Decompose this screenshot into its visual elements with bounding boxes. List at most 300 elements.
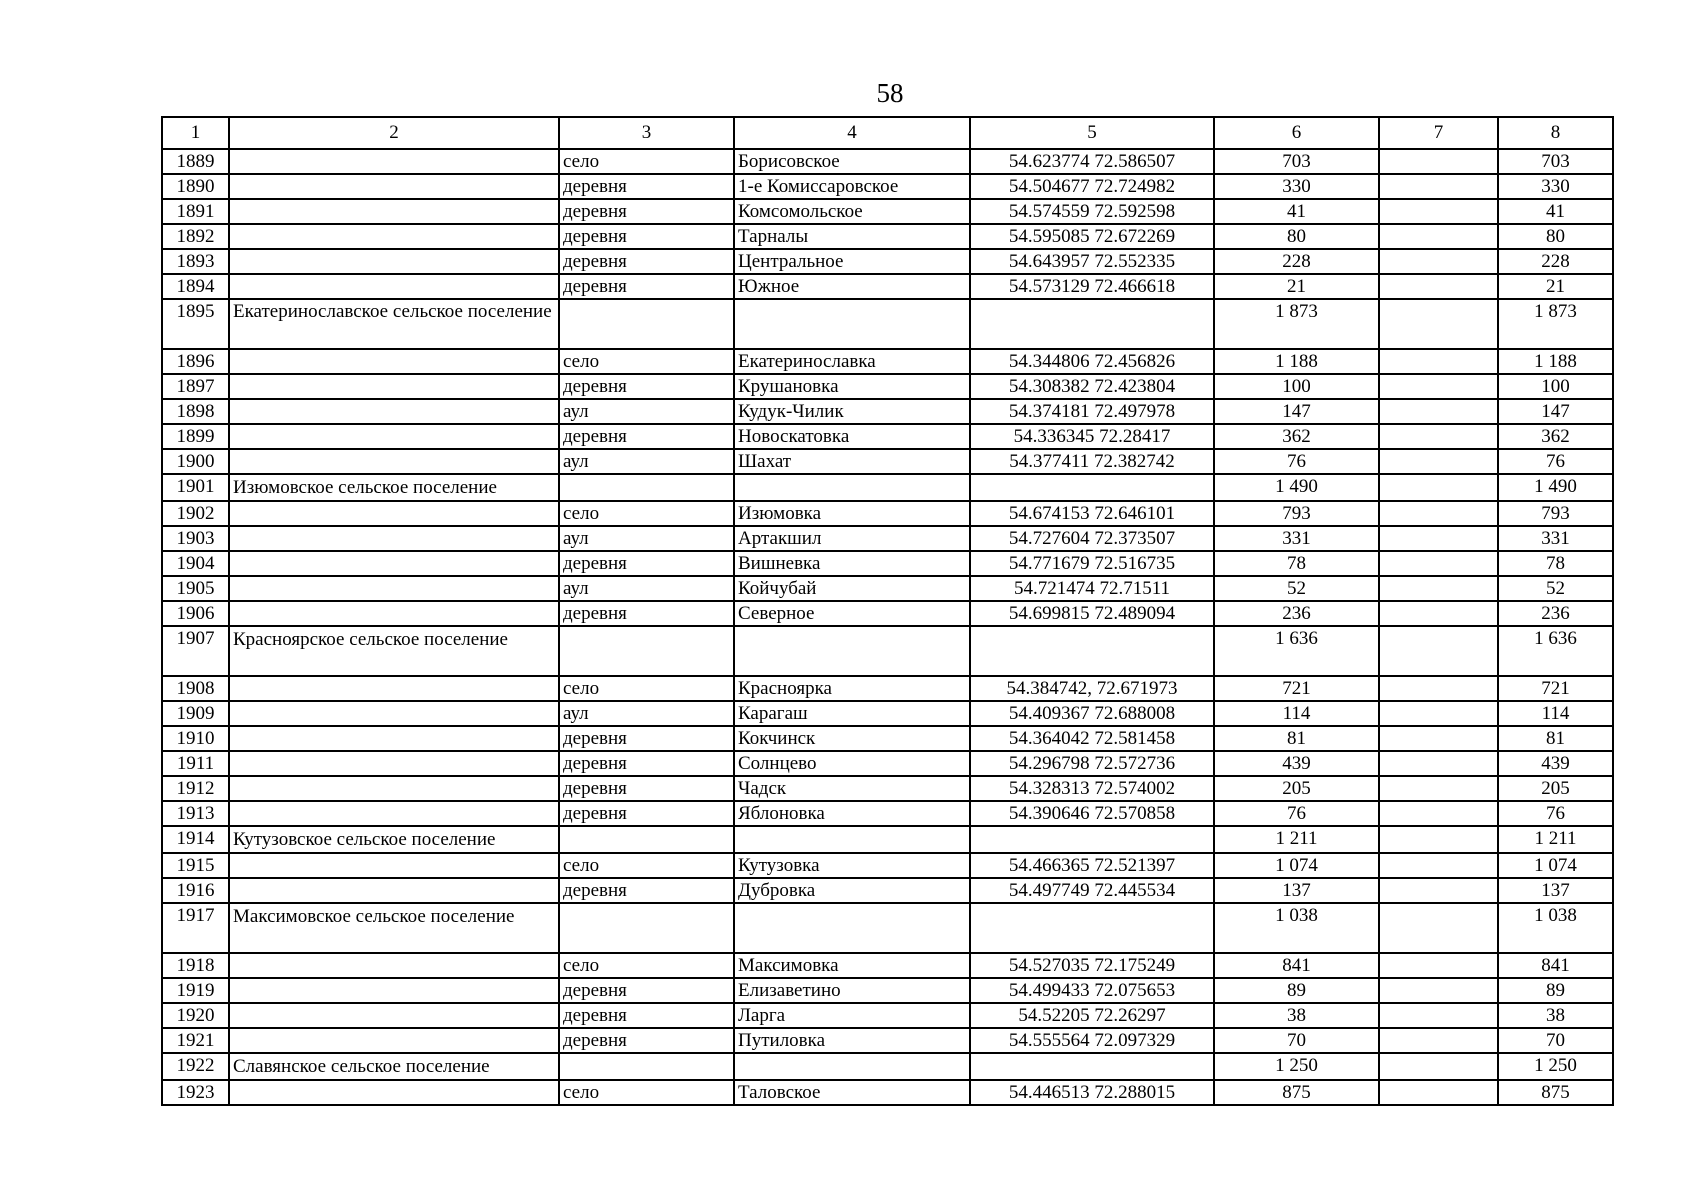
column-6-cell: 38: [1214, 1003, 1379, 1028]
locality-name-cell: Яблоновка: [734, 801, 970, 826]
table-row: [162, 751, 1613, 776]
column-6-cell: 70: [1214, 1028, 1379, 1053]
locality-name-cell: Изюмовка: [734, 501, 970, 526]
column-6-cell: 41: [1214, 199, 1379, 224]
coordinates-cell: 54.527035 72.175249: [970, 953, 1214, 978]
row-number-cell: 1906: [162, 601, 229, 626]
column-6-cell: 1 636: [1214, 626, 1379, 676]
row-number-cell: 1893: [162, 249, 229, 274]
row-number-cell: 1892: [162, 224, 229, 249]
column-7-cell: [1379, 601, 1498, 626]
column-7-cell: [1379, 551, 1498, 576]
table-row: [162, 249, 1613, 274]
column-7-cell: [1379, 501, 1498, 526]
table-row: [162, 1028, 1613, 1053]
column-8-cell: 1 211: [1498, 826, 1613, 853]
column-7-cell: [1379, 1080, 1498, 1105]
column-7-cell: [1379, 826, 1498, 853]
column-header: 4: [734, 117, 970, 149]
table-row: [162, 474, 1613, 501]
row-number-cell: 1891: [162, 199, 229, 224]
locality-name-cell: Комсомольское: [734, 199, 970, 224]
locality-type-cell: деревня: [559, 174, 734, 199]
column-8-cell: 81: [1498, 726, 1613, 751]
locality-name-cell: Крушановка: [734, 374, 970, 399]
table-row: [162, 551, 1613, 576]
locality-name-cell: Кудук-Чилик: [734, 399, 970, 424]
column-8-cell: 1 636: [1498, 626, 1613, 676]
coordinates-cell: [970, 299, 1214, 349]
row-number-cell: 1910: [162, 726, 229, 751]
column-7-cell: [1379, 1028, 1498, 1053]
column-7-cell: [1379, 424, 1498, 449]
column-8-cell: 114: [1498, 701, 1613, 726]
column-8-cell: 76: [1498, 449, 1613, 474]
coordinates-cell: [970, 1053, 1214, 1080]
column-6-cell: 841: [1214, 953, 1379, 978]
column-7-cell: [1379, 978, 1498, 1003]
column-6-cell: 1 188: [1214, 349, 1379, 374]
locality-type-cell: село: [559, 853, 734, 878]
locality-type-cell: деревня: [559, 551, 734, 576]
settlement-cell: [229, 274, 559, 299]
column-7-cell: [1379, 274, 1498, 299]
row-number-cell: 1895: [162, 299, 229, 349]
coordinates-cell: 54.296798 72.572736: [970, 751, 1214, 776]
table-row: [162, 776, 1613, 801]
table-row: [162, 1053, 1613, 1080]
column-7-cell: [1379, 1053, 1498, 1080]
coordinates-cell: 54.674153 72.646101: [970, 501, 1214, 526]
column-6-cell: 137: [1214, 878, 1379, 903]
column-7-cell: [1379, 526, 1498, 551]
table-row: [162, 199, 1613, 224]
coordinates-cell: 54.497749 72.445534: [970, 878, 1214, 903]
column-8-cell: 703: [1498, 149, 1613, 174]
column-8-cell: 89: [1498, 978, 1613, 1003]
locality-name-cell: Чадск: [734, 776, 970, 801]
column-6-cell: 1 074: [1214, 853, 1379, 878]
locality-type-cell: аул: [559, 526, 734, 551]
table-row: [162, 978, 1613, 1003]
column-8-cell: 80: [1498, 224, 1613, 249]
table-row: [162, 299, 1613, 349]
locality-name-cell: Борисовское: [734, 149, 970, 174]
coordinates-cell: 54.466365 72.521397: [970, 853, 1214, 878]
row-number-cell: 1907: [162, 626, 229, 676]
locality-name-cell: Центральное: [734, 249, 970, 274]
column-8-cell: 147: [1498, 399, 1613, 424]
settlement-cell: [229, 751, 559, 776]
column-8-cell: 1 490: [1498, 474, 1613, 501]
locality-name-cell: Койчубай: [734, 576, 970, 601]
row-number-cell: 1902: [162, 501, 229, 526]
column-6-cell: 793: [1214, 501, 1379, 526]
table-row: [162, 349, 1613, 374]
settlement-cell: [229, 374, 559, 399]
row-number-cell: 1905: [162, 576, 229, 601]
row-number-cell: 1897: [162, 374, 229, 399]
row-number-cell: 1922: [162, 1053, 229, 1080]
column-6-cell: 362: [1214, 424, 1379, 449]
locality-type-cell: деревня: [559, 726, 734, 751]
locality-name-cell: Елизаветино: [734, 978, 970, 1003]
table-header-row: [162, 117, 1613, 149]
column-6-cell: 1 873: [1214, 299, 1379, 349]
column-header: 7: [1379, 117, 1498, 149]
column-8-cell: 236: [1498, 601, 1613, 626]
row-number-cell: 1915: [162, 853, 229, 878]
settlement-cell: [229, 878, 559, 903]
row-number-cell: 1903: [162, 526, 229, 551]
settlement-cell: [229, 449, 559, 474]
coordinates-cell: [970, 826, 1214, 853]
coordinates-cell: 54.555564 72.097329: [970, 1028, 1214, 1053]
row-number-cell: 1914: [162, 826, 229, 853]
column-8-cell: 1 873: [1498, 299, 1613, 349]
coordinates-cell: 54.344806 72.456826: [970, 349, 1214, 374]
column-7-cell: [1379, 199, 1498, 224]
column-7-cell: [1379, 349, 1498, 374]
row-number-cell: 1901: [162, 474, 229, 501]
locality-type-cell: деревня: [559, 776, 734, 801]
column-7-cell: [1379, 374, 1498, 399]
column-8-cell: 78: [1498, 551, 1613, 576]
column-8-cell: 228: [1498, 249, 1613, 274]
locality-type-cell: деревня: [559, 249, 734, 274]
locality-type-cell: деревня: [559, 801, 734, 826]
row-number-cell: 1919: [162, 978, 229, 1003]
row-number-cell: 1909: [162, 701, 229, 726]
column-6-cell: 1 038: [1214, 903, 1379, 953]
table-row: [162, 174, 1613, 199]
settlement-cell: Славянское сельское поселение: [229, 1053, 559, 1080]
column-7-cell: [1379, 801, 1498, 826]
table-row: [162, 601, 1613, 626]
coordinates-cell: 54.308382 72.423804: [970, 374, 1214, 399]
column-8-cell: 38: [1498, 1003, 1613, 1028]
column-8-cell: 52: [1498, 576, 1613, 601]
coordinates-cell: 54.623774 72.586507: [970, 149, 1214, 174]
settlement-cell: [229, 701, 559, 726]
locality-type-cell: село: [559, 349, 734, 374]
locality-type-cell: деревня: [559, 878, 734, 903]
column-8-cell: 21: [1498, 274, 1613, 299]
locality-name-cell: Красноярка: [734, 676, 970, 701]
locality-type-cell: село: [559, 676, 734, 701]
column-6-cell: 21: [1214, 274, 1379, 299]
column-8-cell: 41: [1498, 199, 1613, 224]
table-body: [162, 117, 1613, 1105]
row-number-cell: 1921: [162, 1028, 229, 1053]
table-row: [162, 726, 1613, 751]
column-7-cell: [1379, 726, 1498, 751]
locality-name-cell: Ларга: [734, 1003, 970, 1028]
settlement-cell: [229, 501, 559, 526]
settlement-cell: [229, 399, 559, 424]
row-number-cell: 1900: [162, 449, 229, 474]
column-7-cell: [1379, 299, 1498, 349]
settlement-cell: Изюмовское сельское поселение: [229, 474, 559, 501]
settlement-cell: Красноярское сельское поселение: [229, 626, 559, 676]
settlement-cell: [229, 551, 559, 576]
locality-type-cell: деревня: [559, 199, 734, 224]
coordinates-cell: 54.390646 72.570858: [970, 801, 1214, 826]
column-6-cell: 52: [1214, 576, 1379, 601]
column-7-cell: [1379, 953, 1498, 978]
column-header: 5: [970, 117, 1214, 149]
column-8-cell: 205: [1498, 776, 1613, 801]
column-6-cell: 205: [1214, 776, 1379, 801]
coordinates-cell: 54.574559 72.592598: [970, 199, 1214, 224]
coordinates-cell: [970, 903, 1214, 953]
table-row: [162, 801, 1613, 826]
locality-name-cell: Екатеринославка: [734, 349, 970, 374]
locality-name-cell: Тарналы: [734, 224, 970, 249]
column-8-cell: 721: [1498, 676, 1613, 701]
settlement-cell: [229, 853, 559, 878]
column-6-cell: 76: [1214, 801, 1379, 826]
column-8-cell: 1 188: [1498, 349, 1613, 374]
settlement-cell: [229, 776, 559, 801]
locality-type-cell: аул: [559, 449, 734, 474]
locality-type-cell: аул: [559, 701, 734, 726]
table-row: [162, 903, 1613, 953]
row-number-cell: 1898: [162, 399, 229, 424]
coordinates-cell: 54.504677 72.724982: [970, 174, 1214, 199]
locality-name-cell: Шахат: [734, 449, 970, 474]
locality-name-cell: Солнцево: [734, 751, 970, 776]
locality-name-cell: [734, 626, 970, 676]
locality-type-cell: [559, 826, 734, 853]
coordinates-cell: 54.374181 72.497978: [970, 399, 1214, 424]
row-number-cell: 1913: [162, 801, 229, 826]
settlement-cell: [229, 1003, 559, 1028]
column-6-cell: 114: [1214, 701, 1379, 726]
locality-name-cell: Таловское: [734, 1080, 970, 1105]
column-6-cell: 228: [1214, 249, 1379, 274]
column-6-cell: 875: [1214, 1080, 1379, 1105]
locality-type-cell: деревня: [559, 978, 734, 1003]
settlement-cell: [229, 978, 559, 1003]
table-row: [162, 501, 1613, 526]
locality-type-cell: аул: [559, 576, 734, 601]
column-7-cell: [1379, 626, 1498, 676]
locality-type-cell: [559, 626, 734, 676]
column-6-cell: 331: [1214, 526, 1379, 551]
column-8-cell: 70: [1498, 1028, 1613, 1053]
settlement-cell: [229, 174, 559, 199]
column-7-cell: [1379, 224, 1498, 249]
table-row: [162, 878, 1613, 903]
locality-type-cell: [559, 903, 734, 953]
row-number-cell: 1896: [162, 349, 229, 374]
table-row: [162, 526, 1613, 551]
row-number-cell: 1918: [162, 953, 229, 978]
column-7-cell: [1379, 449, 1498, 474]
locality-name-cell: [734, 1053, 970, 1080]
row-number-cell: 1894: [162, 274, 229, 299]
column-6-cell: 81: [1214, 726, 1379, 751]
column-header: 3: [559, 117, 734, 149]
column-6-cell: 78: [1214, 551, 1379, 576]
page-number: 58: [876, 78, 904, 108]
column-8-cell: 875: [1498, 1080, 1613, 1105]
column-8-cell: 100: [1498, 374, 1613, 399]
settlement-cell: [229, 726, 559, 751]
locality-name-cell: Южное: [734, 274, 970, 299]
coordinates-cell: 54.409367 72.688008: [970, 701, 1214, 726]
locality-type-cell: [559, 299, 734, 349]
column-8-cell: 439: [1498, 751, 1613, 776]
locality-type-cell: деревня: [559, 424, 734, 449]
column-6-cell: 1 250: [1214, 1053, 1379, 1080]
settlement-cell: [229, 1080, 559, 1105]
settlement-cell: Максимовское сельское поселение: [229, 903, 559, 953]
settlement-cell: [229, 953, 559, 978]
table-row: [162, 399, 1613, 424]
locality-type-cell: аул: [559, 399, 734, 424]
coordinates-cell: 54.721474 72.71511: [970, 576, 1214, 601]
coordinates-cell: 54.328313 72.574002: [970, 776, 1214, 801]
row-number-cell: 1889: [162, 149, 229, 174]
column-6-cell: 1 490: [1214, 474, 1379, 501]
coordinates-cell: 54.643957 72.552335: [970, 249, 1214, 274]
coordinates-cell: 54.384742, 72.671973: [970, 676, 1214, 701]
column-6-cell: 330: [1214, 174, 1379, 199]
locality-type-cell: деревня: [559, 1028, 734, 1053]
column-7-cell: [1379, 576, 1498, 601]
column-6-cell: 100: [1214, 374, 1379, 399]
column-8-cell: 137: [1498, 878, 1613, 903]
coordinates-cell: 54.377411 72.382742: [970, 449, 1214, 474]
locality-type-cell: деревня: [559, 1003, 734, 1028]
row-number-cell: 1908: [162, 676, 229, 701]
row-number-cell: 1920: [162, 1003, 229, 1028]
locality-name-cell: [734, 299, 970, 349]
table-row: [162, 374, 1613, 399]
column-8-cell: 1 038: [1498, 903, 1613, 953]
table-row: [162, 1003, 1613, 1028]
locality-name-cell: Новоскатовка: [734, 424, 970, 449]
settlement-cell: [229, 801, 559, 826]
coordinates-cell: 54.595085 72.672269: [970, 224, 1214, 249]
column-7-cell: [1379, 474, 1498, 501]
coordinates-cell: 54.364042 72.581458: [970, 726, 1214, 751]
settlement-cell: [229, 249, 559, 274]
row-number-cell: 1916: [162, 878, 229, 903]
locality-type-cell: деревня: [559, 224, 734, 249]
column-6-cell: 80: [1214, 224, 1379, 249]
settlement-cell: [229, 149, 559, 174]
column-8-cell: 331: [1498, 526, 1613, 551]
locality-type-cell: деревня: [559, 374, 734, 399]
locality-name-cell: [734, 474, 970, 501]
locality-name-cell: Северное: [734, 601, 970, 626]
table-row: [162, 274, 1613, 299]
coordinates-cell: 54.499433 72.075653: [970, 978, 1214, 1003]
row-number-cell: 1917: [162, 903, 229, 953]
locality-name-cell: Кутузовка: [734, 853, 970, 878]
column-6-cell: 147: [1214, 399, 1379, 424]
settlement-cell: [229, 424, 559, 449]
locality-type-cell: село: [559, 953, 734, 978]
locality-type-cell: село: [559, 501, 734, 526]
locality-name-cell: 1-е Комиссаровское: [734, 174, 970, 199]
column-header: 2: [229, 117, 559, 149]
locality-type-cell: село: [559, 1080, 734, 1105]
settlement-cell: [229, 576, 559, 601]
locality-name-cell: Вишневка: [734, 551, 970, 576]
coordinates-cell: [970, 474, 1214, 501]
column-6-cell: 1 211: [1214, 826, 1379, 853]
coordinates-cell: [970, 626, 1214, 676]
row-number-cell: 1904: [162, 551, 229, 576]
table-row: [162, 676, 1613, 701]
coordinates-cell: 54.771679 72.516735: [970, 551, 1214, 576]
locality-type-cell: деревня: [559, 751, 734, 776]
locality-type-cell: [559, 474, 734, 501]
locality-name-cell: [734, 903, 970, 953]
column-7-cell: [1379, 149, 1498, 174]
table-row: [162, 826, 1613, 853]
coordinates-cell: 54.336345 72.28417: [970, 424, 1214, 449]
locality-name-cell: Дубровка: [734, 878, 970, 903]
column-7-cell: [1379, 249, 1498, 274]
column-7-cell: [1379, 399, 1498, 424]
settlement-cell: [229, 526, 559, 551]
coordinates-cell: 54.699815 72.489094: [970, 601, 1214, 626]
locality-type-cell: село: [559, 149, 734, 174]
settlement-cell: [229, 601, 559, 626]
column-6-cell: 721: [1214, 676, 1379, 701]
coordinates-cell: 54.52205 72.26297: [970, 1003, 1214, 1028]
table-row: [162, 576, 1613, 601]
column-8-cell: 362: [1498, 424, 1613, 449]
locality-name-cell: Максимовка: [734, 953, 970, 978]
coordinates-cell: 54.446513 72.288015: [970, 1080, 1214, 1105]
column-header: 8: [1498, 117, 1613, 149]
row-number-cell: 1912: [162, 776, 229, 801]
column-8-cell: 841: [1498, 953, 1613, 978]
table-row: [162, 149, 1613, 174]
column-8-cell: 76: [1498, 801, 1613, 826]
column-7-cell: [1379, 174, 1498, 199]
column-7-cell: [1379, 853, 1498, 878]
table-row: [162, 701, 1613, 726]
table-row: [162, 953, 1613, 978]
column-6-cell: 76: [1214, 449, 1379, 474]
column-6-cell: 236: [1214, 601, 1379, 626]
column-7-cell: [1379, 878, 1498, 903]
locality-name-cell: Карагаш: [734, 701, 970, 726]
table-row: [162, 626, 1613, 676]
column-header: 6: [1214, 117, 1379, 149]
column-6-cell: 89: [1214, 978, 1379, 1003]
locality-type-cell: [559, 1053, 734, 1080]
row-number-cell: 1911: [162, 751, 229, 776]
table-row: [162, 1080, 1613, 1105]
settlements-table: [161, 116, 1614, 1106]
column-7-cell: [1379, 701, 1498, 726]
settlement-cell: [229, 199, 559, 224]
column-7-cell: [1379, 776, 1498, 801]
column-6-cell: 439: [1214, 751, 1379, 776]
table-row: [162, 449, 1613, 474]
column-8-cell: 330: [1498, 174, 1613, 199]
locality-name-cell: Кокчинск: [734, 726, 970, 751]
locality-type-cell: деревня: [559, 601, 734, 626]
